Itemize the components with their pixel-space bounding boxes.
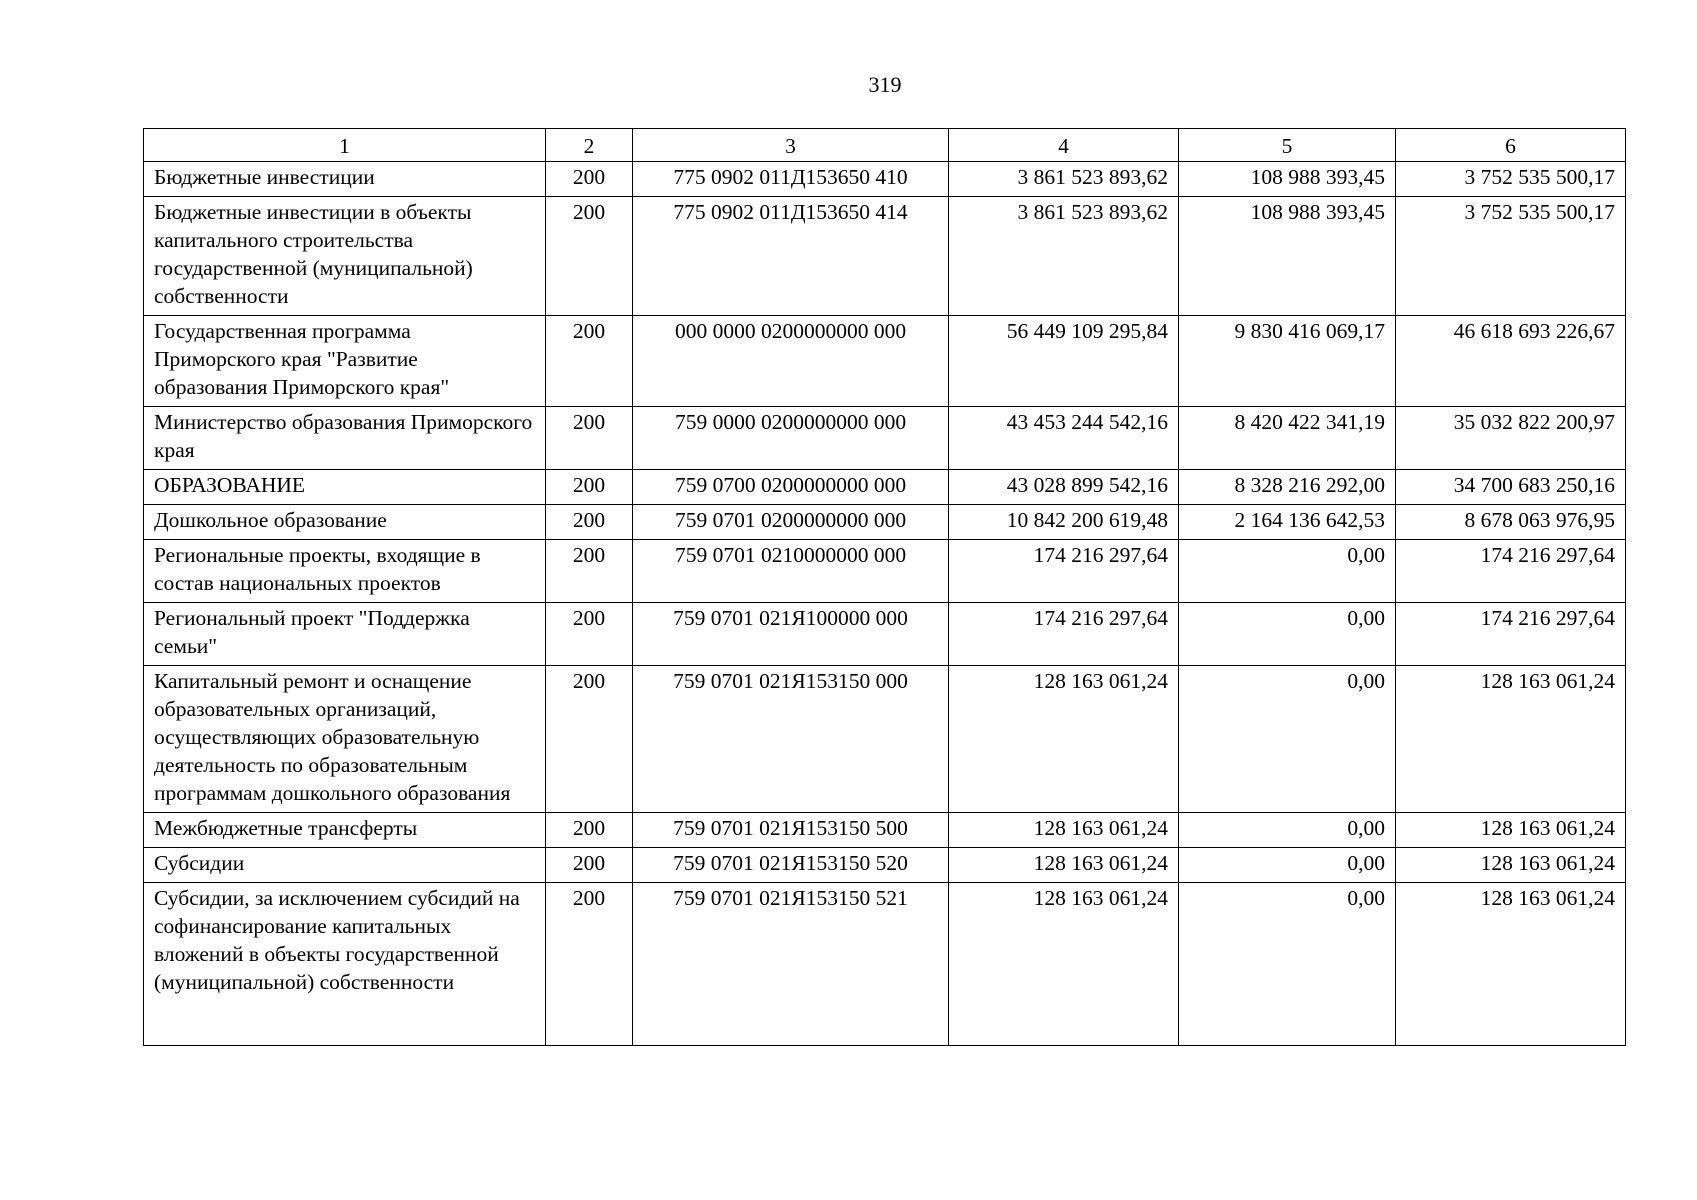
row-code: 200 <box>546 470 633 505</box>
row-amount-remaining: 46 618 693 226,67 <box>1396 316 1626 407</box>
row-code: 200 <box>546 848 633 883</box>
row-name: Капитальный ремонт и оснащение образовательных организаций, осуществляющих образовательную деятельность по образовательным программам дошкольного образования <box>144 666 546 813</box>
table-row <box>144 470 1626 505</box>
row-amount-executed: 0,00 <box>1179 603 1396 666</box>
row-classification: 759 0701 0200000000 000 <box>633 505 949 540</box>
row-amount-executed: 0,00 <box>1179 813 1396 848</box>
row-amount-approved: 128 163 061,24 <box>949 813 1179 848</box>
row-amount-approved: 10 842 200 619,48 <box>949 505 1179 540</box>
table-row <box>144 848 1626 883</box>
row-amount-executed: 2 164 136 642,53 <box>1179 505 1396 540</box>
header-col-3: 3 <box>633 129 949 162</box>
row-amount-approved: 174 216 297,64 <box>949 540 1179 603</box>
row-code: 200 <box>546 540 633 603</box>
row-amount-approved: 56 449 109 295,84 <box>949 316 1179 407</box>
row-name: Государственная программа Приморского края "Развитие образования Приморского края" <box>144 316 546 407</box>
table-row <box>144 666 1626 813</box>
row-code: 200 <box>546 407 633 470</box>
row-amount-remaining: 128 163 061,24 <box>1396 848 1626 883</box>
row-amount-executed: 108 988 393,45 <box>1179 162 1396 197</box>
row-code: 200 <box>546 197 633 316</box>
row-amount-approved: 128 163 061,24 <box>949 666 1179 813</box>
row-amount-approved: 174 216 297,64 <box>949 603 1179 666</box>
row-classification: 759 0701 021Я153150 000 <box>633 666 949 813</box>
row-classification: 759 0701 0210000000 000 <box>633 540 949 603</box>
row-classification: 759 0701 021Я153150 520 <box>633 848 949 883</box>
row-name: Дошкольное образование <box>144 505 546 540</box>
row-classification: 000 0000 0200000000 000 <box>633 316 949 407</box>
row-name: Региональные проекты, входящие в состав национальных проектов <box>144 540 546 603</box>
row-amount-executed: 8 328 216 292,00 <box>1179 470 1396 505</box>
row-classification: 759 0000 0200000000 000 <box>633 407 949 470</box>
row-amount-remaining: 3 752 535 500,17 <box>1396 197 1626 316</box>
table-row <box>144 505 1626 540</box>
row-amount-executed: 0,00 <box>1179 666 1396 813</box>
row-amount-approved: 128 163 061,24 <box>949 848 1179 883</box>
row-name: Бюджетные инвестиции <box>144 162 546 197</box>
row-amount-approved: 43 453 244 542,16 <box>949 407 1179 470</box>
row-classification: 775 0902 011Д153650 410 <box>633 162 949 197</box>
row-code: 200 <box>546 162 633 197</box>
row-amount-executed: 0,00 <box>1179 540 1396 603</box>
table-row <box>144 316 1626 407</box>
row-amount-remaining: 3 752 535 500,17 <box>1396 162 1626 197</box>
row-amount-remaining: 128 163 061,24 <box>1396 883 1626 1046</box>
header-col-5: 5 <box>1179 129 1396 162</box>
row-classification: 759 0700 0200000000 000 <box>633 470 949 505</box>
table-row <box>144 883 1626 1046</box>
header-col-1: 1 <box>144 129 546 162</box>
row-amount-remaining: 128 163 061,24 <box>1396 666 1626 813</box>
row-code: 200 <box>546 505 633 540</box>
header-row <box>144 129 1626 162</box>
page-number: 319 <box>868 72 902 97</box>
row-amount-executed: 108 988 393,45 <box>1179 197 1396 316</box>
row-name: Бюджетные инвестиции в объекты капитального строительства государственной (муниципальной) собственности <box>144 197 546 316</box>
row-amount-remaining: 128 163 061,24 <box>1396 813 1626 848</box>
table-row <box>144 813 1626 848</box>
header-col-2: 2 <box>546 129 633 162</box>
row-classification: 759 0701 021Я153150 521 <box>633 883 949 1046</box>
row-amount-remaining: 174 216 297,64 <box>1396 540 1626 603</box>
row-classification: 759 0701 021Я153150 500 <box>633 813 949 848</box>
row-amount-remaining: 8 678 063 976,95 <box>1396 505 1626 540</box>
row-amount-approved: 43 028 899 542,16 <box>949 470 1179 505</box>
row-amount-approved: 128 163 061,24 <box>949 883 1179 1046</box>
table-row <box>144 407 1626 470</box>
row-code: 200 <box>546 603 633 666</box>
row-code: 200 <box>546 813 633 848</box>
row-name: Межбюджетные трансферты <box>144 813 546 848</box>
row-amount-executed: 8 420 422 341,19 <box>1179 407 1396 470</box>
row-amount-approved: 3 861 523 893,62 <box>949 162 1179 197</box>
table-row <box>144 162 1626 197</box>
row-name: Министерство образования Приморского края <box>144 407 546 470</box>
table-row <box>144 540 1626 603</box>
row-code: 200 <box>546 666 633 813</box>
table-body <box>144 162 1626 1046</box>
row-classification: 759 0701 021Я100000 000 <box>633 603 949 666</box>
row-amount-remaining: 174 216 297,64 <box>1396 603 1626 666</box>
row-amount-executed: 0,00 <box>1179 883 1396 1046</box>
row-code: 200 <box>546 316 633 407</box>
table-row <box>144 603 1626 666</box>
budget-table <box>143 128 1626 1046</box>
row-name: Субсидии, за исключением субсидий на софинансирование капитальных вложений в объекты государственной (муниципальной) собственности <box>144 883 546 1046</box>
table-header <box>144 129 1626 162</box>
row-name: Региональный проект "Поддержка семьи" <box>144 603 546 666</box>
row-amount-remaining: 35 032 822 200,97 <box>1396 407 1626 470</box>
row-amount-executed: 9 830 416 069,17 <box>1179 316 1396 407</box>
row-classification: 775 0902 011Д153650 414 <box>633 197 949 316</box>
row-name: ОБРАЗОВАНИЕ <box>144 470 546 505</box>
row-amount-approved: 3 861 523 893,62 <box>949 197 1179 316</box>
row-name: Субсидии <box>144 848 546 883</box>
header-col-4: 4 <box>949 129 1179 162</box>
row-amount-executed: 0,00 <box>1179 848 1396 883</box>
header-col-6: 6 <box>1396 129 1626 162</box>
table-row <box>144 197 1626 316</box>
row-amount-remaining: 34 700 683 250,16 <box>1396 470 1626 505</box>
row-code: 200 <box>546 883 633 1046</box>
